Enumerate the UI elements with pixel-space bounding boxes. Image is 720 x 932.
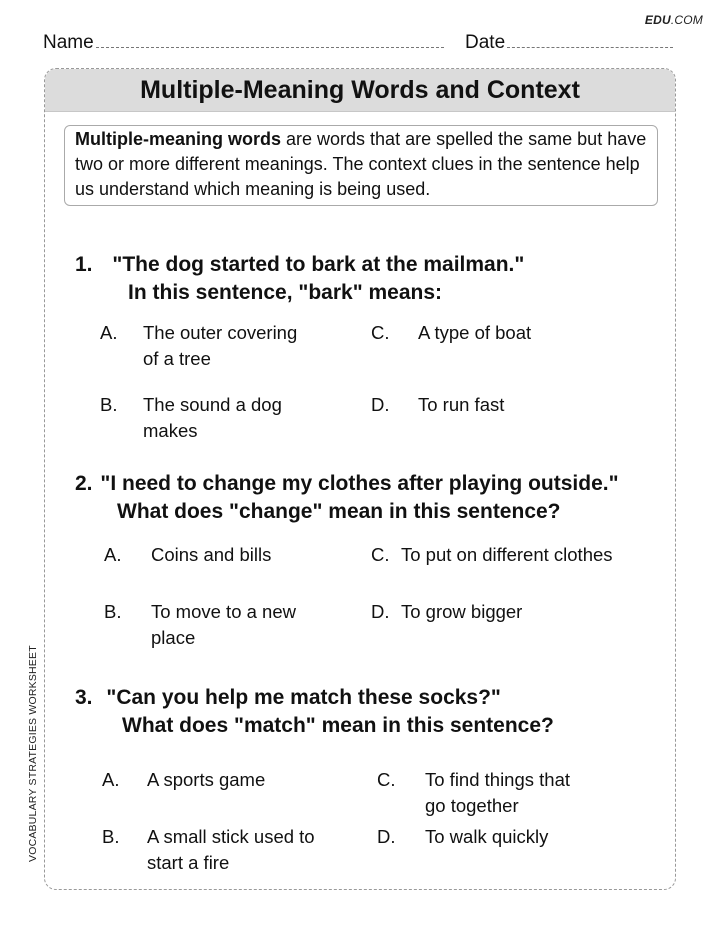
q3-option-b-line1: A small stick used to (147, 826, 315, 847)
question-2-number: 2. (75, 472, 93, 495)
date-label: Date (465, 32, 506, 53)
brand-edu: EDU (644, 13, 671, 27)
q2-option-c-line1: To put on different clothes (401, 544, 613, 565)
question-1-line2: In this sentence, "bark" means: (128, 281, 443, 304)
q3-option-d-line1: To walk quickly (425, 826, 549, 847)
q2-option-b-line2: place (151, 627, 196, 648)
q3-option-b-line2: start a fire (147, 852, 230, 873)
date-field[interactable] (465, 32, 673, 54)
q3-option-a-line1: A sports game (147, 769, 266, 790)
q1-option-c-letter: C. (371, 322, 390, 343)
q1-option-a-line2: of a tree (143, 348, 211, 369)
name-field[interactable] (43, 32, 444, 54)
q1-option-a-line1: The outer covering (143, 322, 298, 343)
question-3-line1: "Can you help me match these socks?" (106, 686, 501, 709)
q2-option-d-letter: D. (371, 601, 390, 622)
q2-option-a-letter: A. (104, 544, 122, 565)
intro-rest: are words that are spelled the same but have two or more different meanings. The context clues in the sentence help us understand which meaning is being used. (75, 129, 647, 199)
question-2-line1: "I need to change my clothes after playing outside." (100, 472, 619, 495)
q1-option-c-line1: A type of boat (418, 322, 532, 343)
date-underline[interactable] (507, 47, 673, 48)
question-1-number: 1. (75, 253, 93, 276)
question-2-line2: What does "change" mean in this sentence? (117, 500, 561, 523)
q1-option-b-letter: B. (100, 394, 118, 415)
q3-option-d-letter: D. (377, 826, 396, 847)
worksheet-card (44, 68, 676, 890)
q3-option-b-letter: B. (102, 826, 120, 847)
question-1 (75, 251, 524, 307)
name-underline[interactable] (96, 47, 444, 48)
q3-option-a-letter: A. (102, 769, 120, 790)
question-1-line1: "The dog started to bark at the mailman." (112, 253, 525, 276)
q2-option-b-line1: To move to a new (151, 601, 296, 622)
q1-option-d-letter: D. (371, 394, 390, 415)
brand-logo (645, 13, 703, 27)
q3-option-c-letter: C. (377, 769, 396, 790)
worksheet-title: Multiple-Meaning Words and Context (45, 69, 675, 112)
side-label: VOCABULARY STRATEGIES WORKSHEET (27, 645, 39, 862)
question-3-number: 3. (75, 686, 93, 709)
q2-option-d-line1: To grow bigger (401, 601, 523, 622)
q2-option-c-letter: C. (371, 544, 390, 565)
q1-option-d-line1: To run fast (418, 394, 505, 415)
q1-option-b-line1: The sound a dog (143, 394, 282, 415)
name-label: Name (43, 32, 94, 53)
q1-option-b-line2: makes (143, 420, 198, 441)
intro-box (64, 125, 658, 206)
q1-option-a-letter: A. (100, 322, 118, 343)
question-2 (75, 470, 619, 526)
question-3 (75, 684, 554, 740)
question-3-line2: What does "match" mean in this sentence? (122, 714, 554, 737)
intro-bold: Multiple-meaning words (75, 129, 282, 149)
q2-option-a-line1: Coins and bills (151, 544, 272, 565)
q3-option-c-line1: To find things that (425, 769, 571, 790)
q3-option-c-line2: go together (425, 795, 519, 816)
brand-com: .COM (670, 13, 703, 27)
q2-option-b-letter: B. (104, 601, 122, 622)
